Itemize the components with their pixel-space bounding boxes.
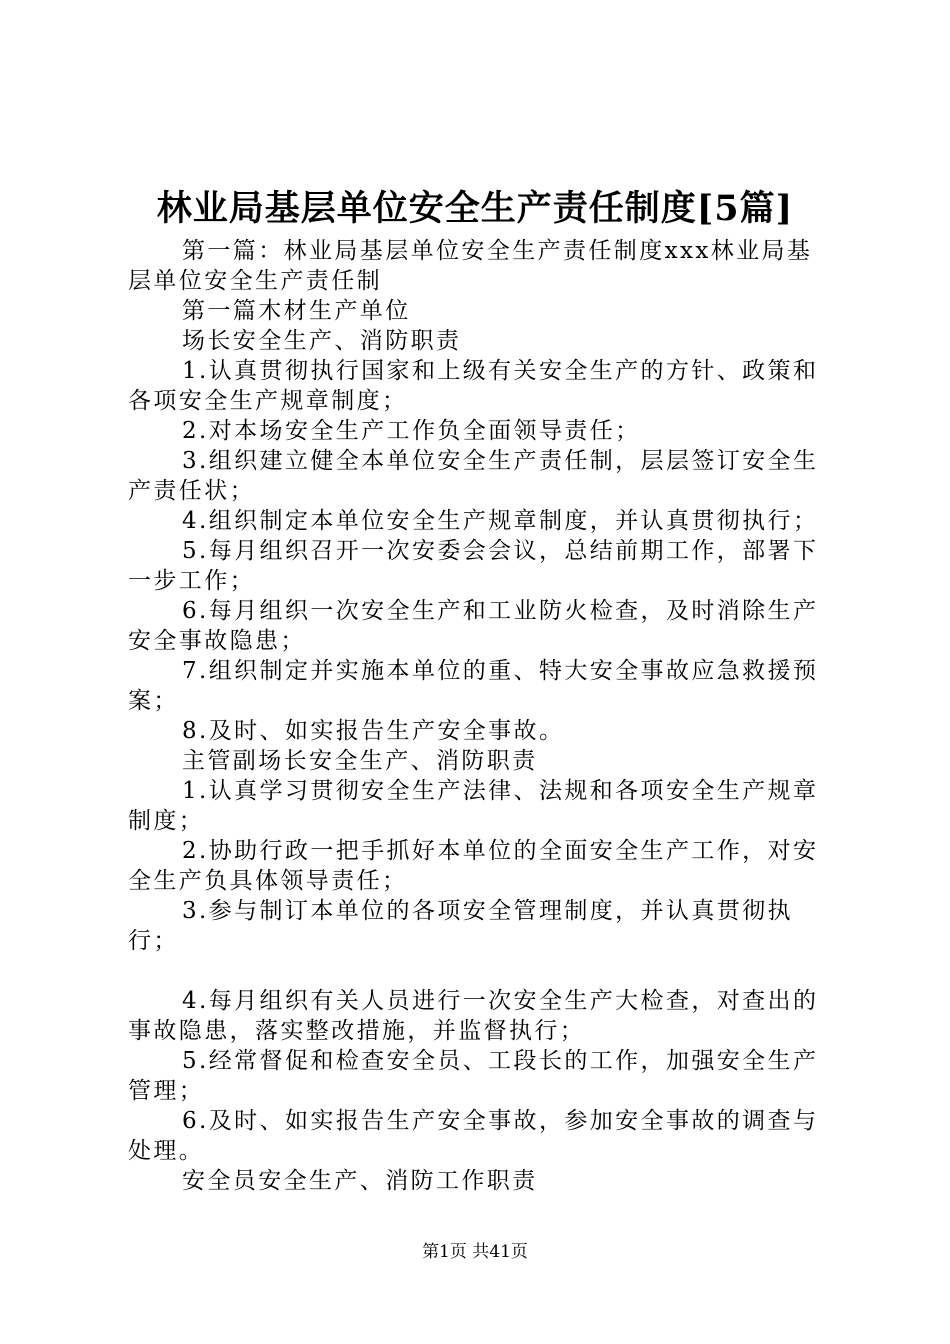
paragraph: 3.参与制订本单位的各项安全管理制度，并认真贯彻执行；: [128, 898, 793, 954]
paragraph: 5.每月组织召开一次安委会会议，总结前期工作，部署下一步工作；: [128, 538, 819, 594]
paragraph: 2.对本场安全生产工作负全面领导责任；: [182, 418, 641, 444]
paragraph: 2.协助行政一把手抓好本单位的全面安全生产工作，对安全生产负具体领导责任；: [128, 838, 819, 894]
paragraph: 5.经常督促和检查安全员、工段长的工作，加强安全生产管理；: [128, 1048, 819, 1104]
blank-line: [128, 956, 834, 986]
document-title: 林业局基层单位安全生产责任制度[5篇]: [156, 188, 794, 229]
paragraph: 安全员安全生产、消防工作职责: [182, 1168, 538, 1194]
paragraph: 4.每月组织有关人员进行一次安全生产大检查，对查出的事故隐患，落实整改措施，并监督执行；: [128, 988, 819, 1044]
paragraph: 第一篇：林业局基层单位安全生产责任制度xxx林业局基层单位安全生产责任制: [128, 238, 813, 294]
document-body: [128, 236, 834, 1196]
paragraph: 场长安全生产、消防职责: [182, 328, 462, 354]
paragraph: 6.及时、如实报告生产安全事故，参加安全事故的调查与处理。: [128, 1108, 819, 1164]
paragraph: 3.组织建立健全本单位安全生产责任制，层层签订安全生产责任状；: [128, 448, 819, 504]
paragraph: 6.每月组织一次安全生产和工业防火检查，及时消除生产安全事故隐患；: [128, 598, 819, 654]
paragraph: 1.认真贯彻执行国家和上级有关安全生产的方针、政策和各项安全生产规章制度；: [128, 358, 819, 414]
paragraph: 8.及时、如实报告生产安全事故。: [182, 718, 565, 744]
paragraph: 1.认真学习贯彻安全生产法律、法规和各项安全生产规章制度；: [128, 778, 819, 834]
paragraph: 7.组织制定并实施本单位的重、特大安全事故应急救援预案；: [128, 658, 819, 714]
paragraph: 4.组织制定本单位安全生产规章制度，并认真贯彻执行；: [182, 508, 819, 534]
paragraph: 主管副场长安全生产、消防职责: [182, 748, 538, 774]
paragraph: 第一篇木材生产单位: [182, 298, 411, 324]
page-number: 第1页 共41页: [422, 1242, 528, 1262]
